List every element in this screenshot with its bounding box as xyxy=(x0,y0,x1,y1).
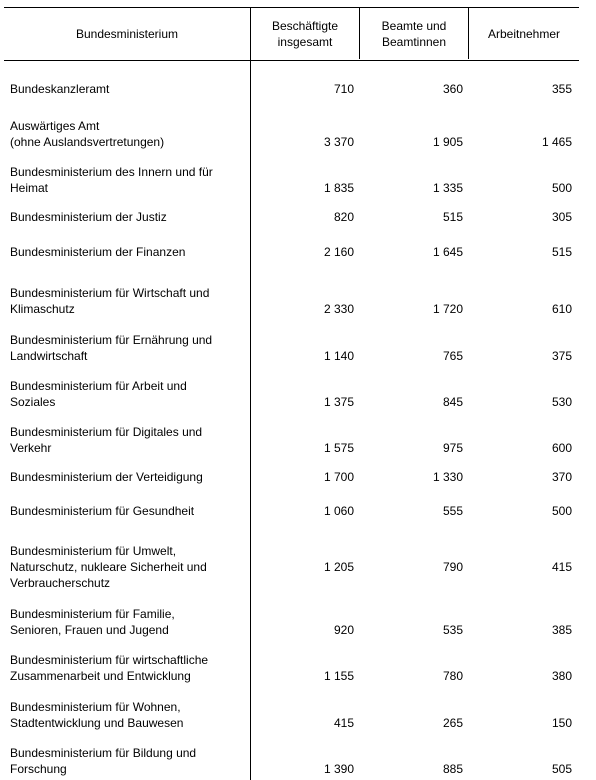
beamte-value: 1 905 xyxy=(432,135,463,149)
table-row xyxy=(4,424,579,456)
column-divider-3 xyxy=(468,7,469,59)
table-header xyxy=(4,7,579,61)
arbeitnehmer-value: 305 xyxy=(551,210,572,224)
ministry-name-line: Auswärtiges Amt xyxy=(10,119,100,133)
beamte-value: 845 xyxy=(442,395,463,409)
ministry-name xyxy=(10,543,246,591)
ministry-name-line: Bundesministerium des Innern und für xyxy=(10,165,213,179)
total-value: 1 575 xyxy=(323,441,354,455)
ministry-name-line: Landwirtschaft xyxy=(10,349,88,363)
ministry-name-line: Bundeskanzleramt xyxy=(10,82,110,96)
ministry-name-line: Naturschutz, nukleare Sicherheit und xyxy=(10,560,207,574)
arbeitnehmer-value: 600 xyxy=(551,441,572,455)
arbeitnehmer-value: 150 xyxy=(551,716,572,730)
arbeitnehmer-value: 515 xyxy=(551,245,572,259)
beamte-value: 535 xyxy=(442,623,463,637)
total-value: 1 375 xyxy=(323,395,354,409)
ministry-name xyxy=(10,469,246,485)
arbeitnehmer-value: 505 xyxy=(551,762,572,776)
total-value: 1 060 xyxy=(323,504,354,518)
ministry-name-line: Forschung xyxy=(10,762,67,776)
ministry-name xyxy=(10,652,246,684)
ministry-name xyxy=(10,118,246,150)
ministry-name-line: Bundesministerium für Gesundheit xyxy=(10,504,195,518)
header-arbeitnehmer xyxy=(469,8,579,60)
beamte-value: 515 xyxy=(442,210,463,224)
header-total xyxy=(251,8,359,60)
header-ministry xyxy=(4,8,250,60)
ministry-name-line: Bundesministerium für Digitales und xyxy=(10,425,203,439)
ministry-name-line: Bundesministerium für Wirtschaft und xyxy=(10,286,210,300)
arbeitnehmer-value: 385 xyxy=(551,623,572,637)
table-row xyxy=(4,244,579,260)
table-row xyxy=(4,652,579,684)
ministry-name xyxy=(10,81,246,97)
beamte-value: 975 xyxy=(442,441,463,455)
arbeitnehmer-value: 610 xyxy=(551,302,572,316)
total-value: 2 160 xyxy=(323,245,354,259)
ministry-name xyxy=(10,164,246,196)
header-arbeitnehmer-label: Arbeitnehmer xyxy=(487,27,561,41)
ministry-name-line: Soziales xyxy=(10,395,56,409)
table-row xyxy=(4,81,579,97)
table-row xyxy=(4,285,579,317)
header-total-line2: insgesamt xyxy=(277,35,333,49)
table-row xyxy=(4,378,579,410)
beamte-value: 360 xyxy=(442,82,463,96)
table-row xyxy=(4,745,579,777)
beamte-value: 885 xyxy=(442,762,463,776)
ministry-name xyxy=(10,745,246,777)
total-value: 820 xyxy=(333,210,354,224)
ministry-name-line: Bundesministerium für Ernährung und xyxy=(10,333,213,347)
ministry-name xyxy=(10,503,246,519)
ministry-name-line: Zusammenarbeit und Entwicklung xyxy=(10,669,191,683)
total-value: 2 330 xyxy=(323,302,354,316)
ministry-name xyxy=(10,424,246,456)
header-beamte xyxy=(360,8,468,60)
ministry-name xyxy=(10,244,246,260)
table-row xyxy=(4,606,579,638)
arbeitnehmer-value: 375 xyxy=(551,349,572,363)
beamte-value: 1 645 xyxy=(432,245,463,259)
arbeitnehmer-value: 370 xyxy=(551,470,572,484)
ministry-name-line: Bundesministerium für Bildung und xyxy=(10,746,197,760)
ministry-name-line: Bundesministerium der Justiz xyxy=(10,210,167,224)
total-value: 1 700 xyxy=(323,470,354,484)
ministry-name-line: Bundesministerium der Verteidigung xyxy=(10,470,203,484)
ministry-name-line: Bundesministerium für Umwelt, xyxy=(10,544,177,558)
total-value: 1 155 xyxy=(323,669,354,683)
table-row xyxy=(4,332,579,364)
header-beamte-line1: Beamte und xyxy=(381,19,447,33)
header-beamte-line2: Beamtinnen xyxy=(381,35,447,49)
arbeitnehmer-value: 380 xyxy=(551,669,572,683)
arbeitnehmer-value: 500 xyxy=(551,181,572,195)
table-row xyxy=(4,469,579,485)
header-total-line1: Beschäftigte xyxy=(271,19,339,33)
total-value: 1 835 xyxy=(323,181,354,195)
beamte-value: 790 xyxy=(442,560,463,574)
ministry-name xyxy=(10,332,246,364)
arbeitnehmer-value: 1 465 xyxy=(541,135,572,149)
ministry-name-line: Verkehr xyxy=(10,441,52,455)
column-divider-2 xyxy=(359,7,360,59)
total-value: 1 390 xyxy=(323,762,354,776)
table-row xyxy=(4,503,579,519)
table-row xyxy=(4,543,579,591)
arbeitnehmer-value: 500 xyxy=(551,504,572,518)
total-value: 415 xyxy=(333,716,354,730)
beamte-value: 1 330 xyxy=(432,470,463,484)
table-row xyxy=(4,209,579,225)
header-ministry-label: Bundesministerium xyxy=(75,27,179,41)
ministry-name xyxy=(10,606,246,638)
ministry-name-line: Bundesministerium für Arbeit und xyxy=(10,379,187,393)
total-value: 1 140 xyxy=(323,349,354,363)
ministry-name-line: Bundesministerium für Familie, xyxy=(10,607,175,621)
ministry-name-line: Bundesministerium für wirtschaftliche xyxy=(10,653,209,667)
ministry-name-line: Stadtentwicklung und Bauwesen xyxy=(10,716,184,730)
ministry-name-line: Senioren, Frauen und Jugend xyxy=(10,623,169,637)
ministry-name xyxy=(10,209,246,225)
beamte-value: 765 xyxy=(442,349,463,363)
table-row xyxy=(4,164,579,196)
ministry-name xyxy=(10,285,246,317)
beamte-value: 1 335 xyxy=(432,181,463,195)
beamte-value: 555 xyxy=(442,504,463,518)
ministry-name-line: Bundesministerium der Finanzen xyxy=(10,245,186,259)
ministry-name-line: (ohne Auslandsvertretungen) xyxy=(10,135,165,149)
ministry-name-line: Heimat xyxy=(10,181,49,195)
total-value: 1 205 xyxy=(323,560,354,574)
table-row xyxy=(4,118,579,150)
beamte-value: 265 xyxy=(442,716,463,730)
arbeitnehmer-value: 415 xyxy=(551,560,572,574)
beamte-value: 780 xyxy=(442,669,463,683)
ministry-name-line: Verbraucherschutz xyxy=(10,576,111,590)
table-row xyxy=(4,699,579,731)
total-value: 3 370 xyxy=(323,135,354,149)
ministry-name-line: Bundesministerium für Wohnen, xyxy=(10,700,181,714)
arbeitnehmer-value: 530 xyxy=(551,395,572,409)
total-value: 710 xyxy=(333,82,354,96)
beamte-value: 1 720 xyxy=(432,302,463,316)
ministry-name-line: Klimaschutz xyxy=(10,302,75,316)
ministry-name xyxy=(10,378,246,410)
total-value: 920 xyxy=(333,623,354,637)
arbeitnehmer-value: 355 xyxy=(551,82,572,96)
ministry-name xyxy=(10,699,246,731)
